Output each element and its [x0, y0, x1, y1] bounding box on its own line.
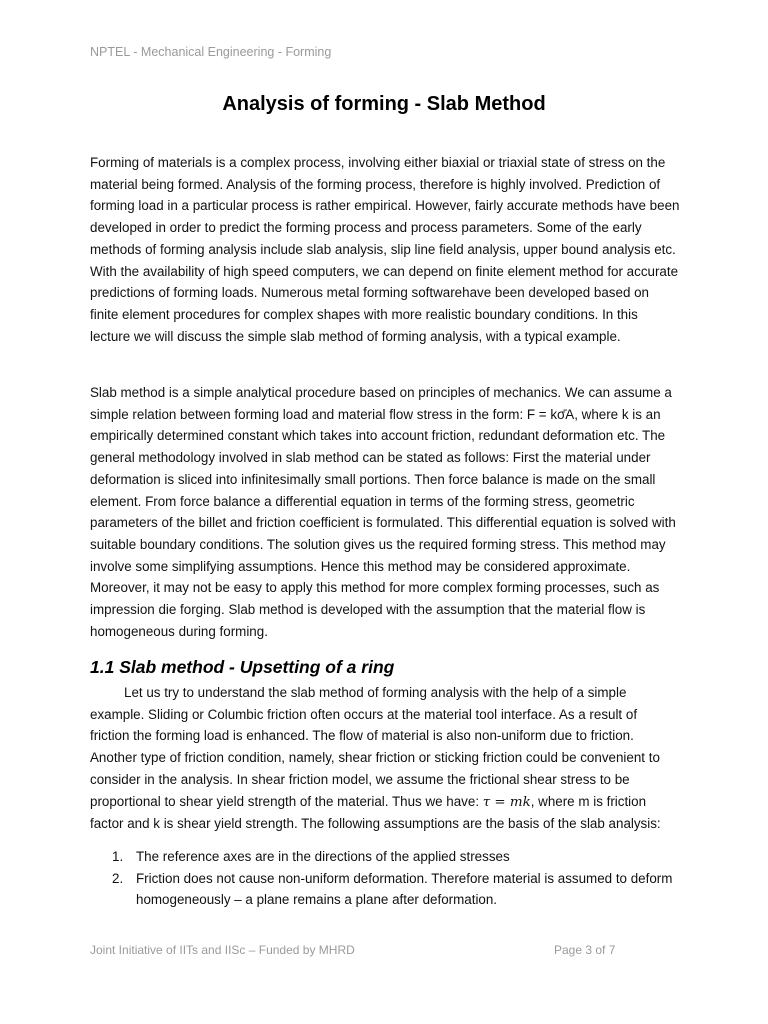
page-number: Page 3 of 7: [554, 943, 616, 957]
paragraph-slab-method: Slab method is a simple analytical procedure based on principles of mechanics. We can assume a simple relation between forming load and material flow stress in the form: F = kσ̄A, where k is an empirically determined constant which takes into account friction, redundant deformation etc. The general methodology involved in slab method can be stated as follows: First the material under deformation is sliced into infinitesimally small portions. Then force balance is made on the small element. From force balance a differential equation in terms of the forming stress, geometric parameters of the billet and friction coefficient is formulated. This differential equation is solved with suitable boundary conditions. The solution gives us the required forming stress. This method may involve some simplifying assumptions. Hence this method may be considered approximate. Moreover, it may not be easy to apply this method for more complex forming processes, such as impression die forging. Slab method is developed with the assumption that the material flow is homogeneous during forming.: [90, 385, 676, 639]
paragraph-intro: Forming of materials is a complex process, involving either biaxial or triaxial state of stress on the material being formed. Analysis of the forming process, therefore is highly involved. Prediction of forming load in a particular process is rather empirical. However, fairly accurate methods have been developed in order to predict the forming process and process parameters. Some of the early methods of forming analysis include slab analysis, slip line field analysis, upper bound analysis etc. With the availability of high speed computers, we can depend on finite element method for accurate predictions of forming loads. Numerous metal forming softwarehave been developed based on finite element procedures for complex shapes with more realistic boundary conditions. In this lecture we will discuss the simple slab method of forming analysis, with a typical example.: [90, 155, 680, 344]
shear-friction-formula: τ = mk: [482, 794, 531, 810]
list-item: [90, 868, 680, 911]
list-text: Friction does not cause non-uniform deformation. Therefore material is assumed to deform homogeneously – a plane remains a plane after deformation.: [136, 870, 673, 908]
list-number: 1.: [112, 849, 124, 864]
assumptions-list: [90, 846, 680, 911]
paragraph-upsetting: [90, 682, 680, 835]
paragraph-text-end: , where m is friction factor and k is shear yield strength. The following assumptions are the basis of the slab analysis:: [90, 793, 661, 832]
paragraph-text-start: Let us try to understand the slab method of forming analysis with the help of a simple example. Sliding or Columbic friction often occurs at the material tool interface. As a result of friction the forming load is enhanced. The flow of material is also non-uniform due to friction. Another type of friction condition, namely, shear friction or sticking friction could be convenient to consider in the analysis. In shear friction model, we assume the frictional shear stress to be proportional to shear yield strength of the material. Thus we have:: [90, 685, 660, 809]
page-header: NPTEL - Mechanical Engineering - Forming: [90, 45, 332, 59]
footer-credit: Joint Initiative of IITs and IISc – Funded by MHRD: [90, 943, 355, 957]
list-item: [90, 846, 680, 868]
page-title: Analysis of forming - Slab Method: [222, 93, 546, 115]
list-text: The reference axes are in the directions of the applied stresses: [136, 849, 510, 864]
list-number: 2.: [112, 870, 124, 886]
section-heading: 1.1 Slab method - Upsetting of a ring: [90, 657, 395, 677]
